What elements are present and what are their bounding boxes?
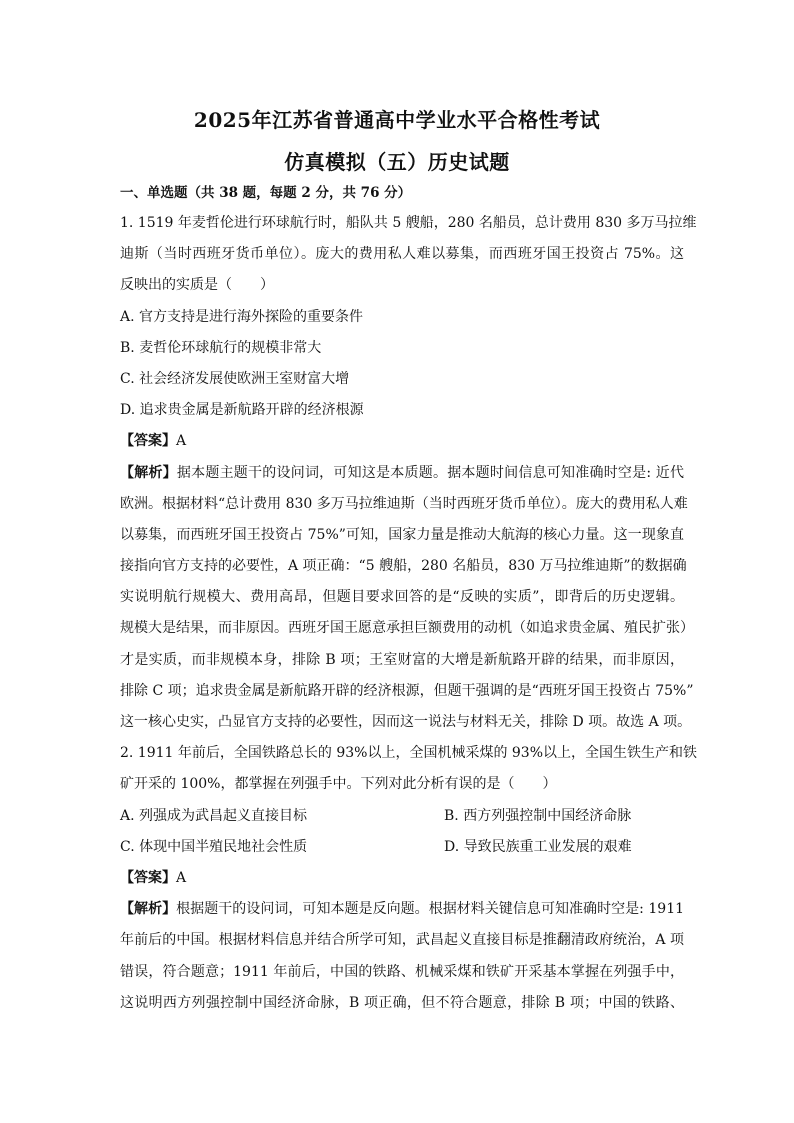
- analysis-label: 【解析】: [120, 464, 177, 481]
- analysis-line: [120, 894, 684, 925]
- question-stem-line: 1. 1519 年麦哲伦进行环球航行时，船队共 5 艘船，280 名船员，总计费用 830 多万马拉维: [120, 215, 697, 231]
- analysis-line: 欧洲。根据材料“总计费用 830 多万马拉维迪斯（当时西班牙货币单位）。庞大的费用私人难: [120, 495, 688, 512]
- analysis-line: 实说明航行规模大、费用高昂，但题目要求回答的是“反映的实质”，即背后的历史逻辑。: [120, 589, 684, 606]
- answer-label: 【答案】: [120, 869, 176, 886]
- option-c: C. 体现中国半殖民地社会性质: [120, 838, 308, 855]
- analysis-line: 年前后的中国。根据材料信息并结合所学可知，武昌起义直接目标是推翻清政府统治，A 项: [120, 932, 684, 949]
- analysis-line: 规模大是结果，而非原因。西班牙国王愿意承担巨额费用的动机（如追求贵金属、殖民扩张）: [120, 620, 694, 637]
- question-stem-line: 2. 1911 年前后，全国铁路总长的 93%以上，全国机械采煤的 93%以上，全国生铁生产和铁: [120, 745, 698, 762]
- question-2: [120, 738, 698, 1019]
- option-d: D. 追求贵金属是新航路开辟的经济根源: [120, 402, 364, 419]
- page-subtitle: 仿真模拟（五）历史试题: [284, 150, 510, 174]
- option-b: B. 西方列强控制中国经济命脉: [444, 807, 632, 824]
- answer-value: A: [176, 869, 187, 886]
- question-stem-line: 迪斯（当时西班牙货币单位）。庞大的费用私人难以募集，而西班牙国王投资占 75%。这: [120, 246, 684, 263]
- analysis-line: 以募集，而西班牙国王投资占 75%”可知，国家力量是推动大航海的核心力量。这一现象直: [120, 526, 684, 543]
- analysis-label: 【解析】: [120, 901, 177, 918]
- section-heading: 一、单选题（共 38 题，每题 2 分，共 76 分）: [120, 185, 412, 201]
- option-d: D. 导致民族重工业发展的艰难: [444, 838, 632, 855]
- answer-line: [120, 863, 684, 894]
- option-a: A. 官方支持是进行海外探险的重要条件: [120, 308, 364, 325]
- analysis-line: 接指向官方支持的必要性，A 项正确：“5 艘船，280 名船员，830 万马拉维迪斯”的数据确: [120, 558, 687, 575]
- option-c: C. 社会经济发展使欧洲王室财富大增: [120, 370, 350, 387]
- answer-line: [120, 426, 684, 457]
- answer-label: 【答案】: [120, 433, 176, 450]
- question-content: [120, 208, 698, 1019]
- page-title: 2025年江苏省普通高中学业水平合格性考试: [193, 108, 601, 132]
- question-stem-line: 反映出的实质是（ ）: [120, 277, 274, 294]
- option-a: A. 列强成为武昌起义直接目标: [120, 807, 308, 824]
- analysis-line: 才是实质，而非规模本身，排除 B 项；王室财富的大增是新航路开辟的结果，而非原因，: [120, 651, 684, 668]
- question-stem-line: 矿开采的 100%，都掌握在列强手中。下列对此分析有误的是（ ）: [120, 776, 557, 793]
- analysis-line: 这说明西方列强控制中国经济命脉，B 项正确，但不符合题意，排除 B 项；中国的铁路、: [120, 994, 684, 1011]
- question-1: [120, 208, 697, 738]
- analysis-line: 这一核心史实，凸显官方支持的必要性，因而这一说法与材料无关，排除 D 项。故选 A 项。: [120, 714, 692, 730]
- analysis-line: [120, 458, 684, 489]
- analysis-text: 据本题主题干的设问词，可知这是本质题。据本题时间信息可知准确时空是: 近代: [176, 464, 684, 481]
- analysis-line: 排除 C 项；追求贵金属是新航路开辟的经济根源，但题干强调的是“西班牙国王投资占 75%”: [120, 682, 694, 699]
- option-row: [120, 801, 684, 832]
- analysis-line: 错误，符合题意；1911 年前后，中国的铁路、机械采煤和铁矿开采基本掌握在列强手中，: [120, 963, 684, 980]
- option-b: B. 麦哲伦环球航行的规模非常大: [120, 339, 322, 356]
- answer-value: A: [176, 433, 187, 450]
- option-row: [120, 832, 684, 863]
- analysis-text: 根据题干的设问词，可知本题是反向题。根据材料关键信息可知准确时空是: 1911: [176, 901, 685, 918]
